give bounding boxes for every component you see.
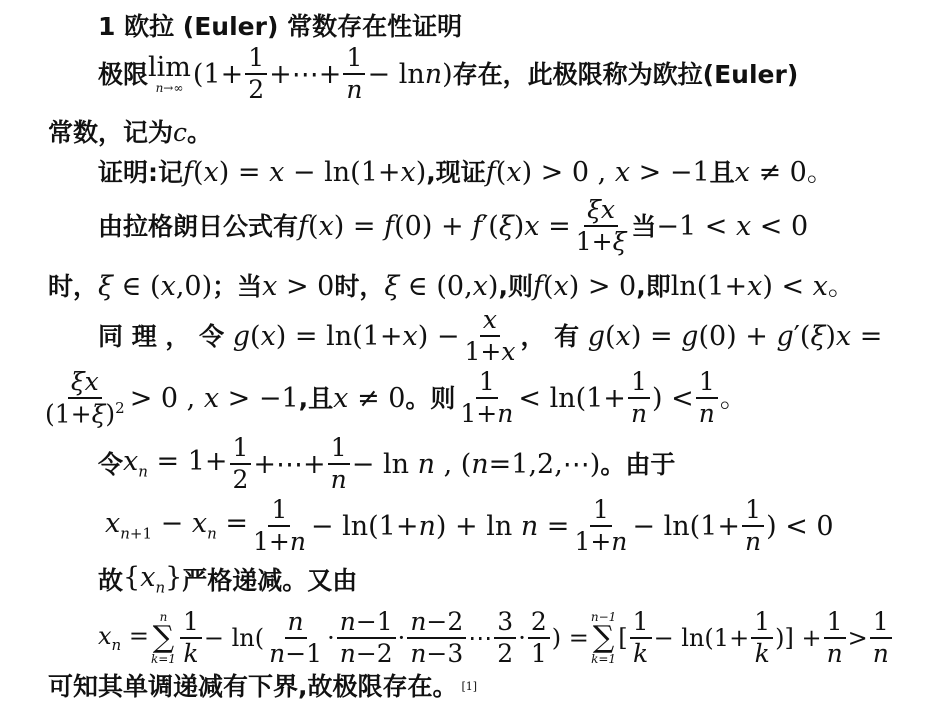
fraction: $\frac{n-1}{n-2}$ bbox=[337, 609, 396, 668]
fraction: $\frac{1}{n}$ bbox=[824, 609, 846, 668]
sequence-definition: 令 $x_n = 1+$ $\frac{1}{2}$ +⋯+ $\frac{1}{n}$ − ln n , (n=1,2,⋯) 。由于 bbox=[98, 432, 676, 494]
strictly-decreasing: 故 $\{x_n\}$ 严格递减。又由 bbox=[98, 562, 358, 597]
sum-operator: n−1 ∑ k=1 bbox=[590, 610, 617, 666]
fraction: $\frac{1}{n}$ bbox=[328, 435, 350, 494]
fraction: $\frac{3}{2}$ bbox=[494, 609, 516, 668]
fraction: $\frac{1}{2}$ bbox=[245, 45, 267, 104]
fraction: $\frac{1}{n}$ bbox=[870, 609, 892, 668]
fraction: $\frac{1}{k}$ bbox=[180, 609, 202, 668]
similar-proof: 同 理 ， 令 g(x) = ln(1+x) − $\frac{x}{1+x}$ ， 有 g(x) = g(0) + g′(ξ)x = bbox=[98, 304, 883, 366]
constant-definition: 常数，记为 c 。 bbox=[48, 117, 213, 147]
fraction: $\frac{2}{1}$ bbox=[528, 609, 550, 668]
fraction: $\frac{x}{1+x}$ bbox=[464, 304, 516, 366]
fraction: $\frac{1}{k}$ bbox=[630, 609, 652, 668]
lagrange-formula: 由拉格朗日公式有 f(x) = f(0) + f′(ξ)x = $\frac{\xi x}{1+\xi}$ 当 −1 < x < 0 bbox=[98, 194, 809, 256]
fraction: $\frac{1}{n}$ bbox=[742, 497, 764, 556]
conclusion: 可知其单调递减有下界,故极限存在。 [1] bbox=[48, 671, 478, 701]
case-analysis: 时， ξ ∈ (x,0) ；当 x > 0 时， ξ ∈ (0,x) ,则 f(x) > 0 ,即 ln(1+x) < x。 bbox=[48, 270, 855, 302]
limit-statement: 极限 lim n→∞ (1+ $\frac{1}{2}$ +⋯+ $\frac{1}{n}$ − ln n ) 存在，此极限称为欧拉(Euler) bbox=[98, 42, 799, 104]
fraction: $\frac{1}{1+n}$ bbox=[574, 494, 628, 556]
difference-equation: $x_{n+1} - x_n$ = $\frac{1}{1+n}$ − ln(1+n) + ln n = $\frac{1}{1+n}$ − ln(1+ $\frac{1}{n}$ ) < 0 bbox=[105, 494, 834, 556]
fraction: $\frac{1}{2}$ bbox=[230, 435, 252, 494]
section-title: 1 欧拉 (Euler) 常数存在性证明 bbox=[98, 11, 463, 41]
lower-bound-equation: $x_n$ = n ∑ k=1 $\frac{1}{k}$ − ln( $\frac{n}{n-1}$ · $\frac{n-1}{n-2}$ · $\frac{n-2}{n-3}$ ⋯ $\frac{3}{2}$ · $\frac{2}{1}$ ) = n−1 ∑ k=1 [ $\frac{1}{k}$ − ln(1+ $\frac{1}{k}$ )] + $\frac{1}{n}$ > $\frac{1}{n}$ bbox=[98, 612, 938, 664]
inequality-result: $\frac{\xi x}{(1+\xi)^2}$ > 0 , x > −1 ,且 x ≠ 0 。则 $\frac{1}{1+n}$ < ln(1+ $\frac{1}{n}$ ) < $\frac{1}{n}$ 。 bbox=[40, 372, 880, 424]
fraction: $\frac{n-2}{n-3}$ bbox=[407, 609, 466, 668]
fraction: $\frac{1}{n}$ bbox=[628, 369, 650, 428]
fraction: $\frac{\xi x}{(1+\xi)^2}$ bbox=[45, 366, 125, 429]
fraction: $\frac{n}{n-1}$ bbox=[269, 606, 323, 668]
citation-marker[interactable]: [1] bbox=[461, 679, 478, 693]
fraction: $\frac{\xi x}{1+\xi}$ bbox=[575, 194, 627, 256]
fraction: $\frac{1}{1+n}$ bbox=[460, 366, 514, 428]
fraction: $\frac{1}{n}$ bbox=[696, 369, 718, 428]
sum-operator: n ∑ k=1 bbox=[150, 610, 176, 666]
fraction: $\frac{1}{1+n}$ bbox=[252, 494, 306, 556]
fraction: $\frac{1}{n}$ bbox=[343, 45, 365, 104]
proof-start: 证明:记 f(x) = x − ln(1+x) ,现证 f(x) > 0 , x > −1 且 x ≠ 0。 bbox=[98, 156, 834, 188]
limit-operator: lim n→∞ bbox=[148, 52, 191, 95]
fraction: $\frac{1}{k}$ bbox=[751, 609, 773, 668]
